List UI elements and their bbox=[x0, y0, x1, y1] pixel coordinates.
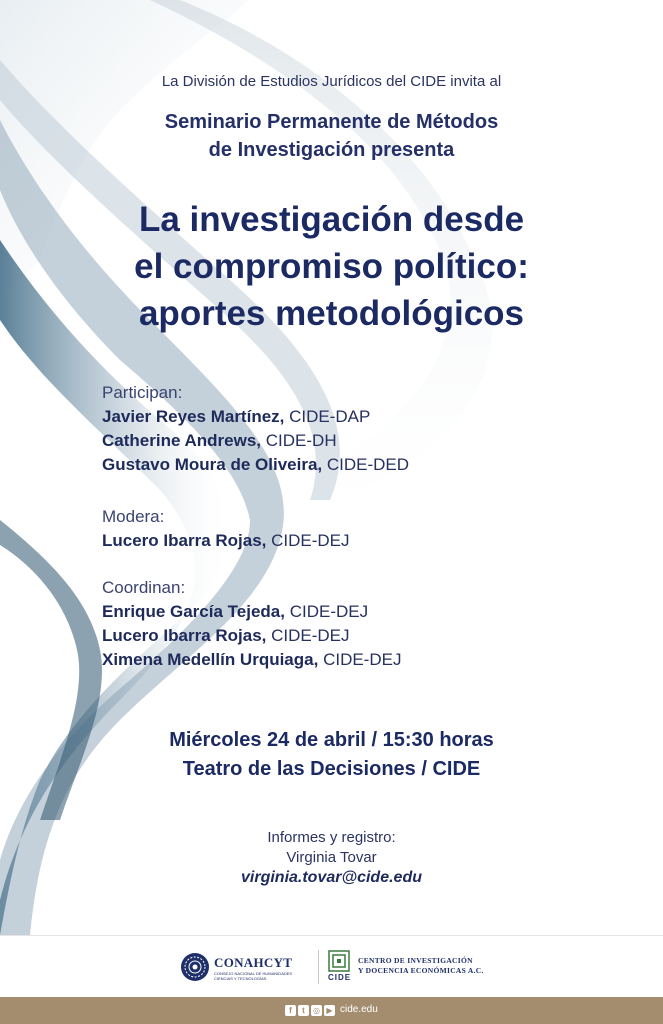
facebook-icon[interactable]: f bbox=[285, 1005, 296, 1016]
coordinator-row bbox=[102, 600, 622, 624]
moderator-row bbox=[102, 529, 622, 553]
moderator-affiliation: CIDE-DEJ bbox=[271, 531, 350, 550]
participant-row bbox=[102, 405, 622, 429]
cide-logo bbox=[328, 950, 498, 986]
logo-divider bbox=[318, 950, 319, 984]
conahcyt-seal-icon bbox=[180, 952, 210, 982]
coordinator-affiliation: CIDE-DEJ bbox=[271, 626, 350, 645]
coordinators-block bbox=[102, 576, 622, 672]
cide-acronym: CIDE bbox=[328, 973, 352, 982]
event-title-line: el compromiso político: bbox=[134, 247, 529, 286]
event-title bbox=[0, 196, 663, 337]
cide-full-name bbox=[358, 956, 484, 976]
footer-bar bbox=[0, 997, 663, 1024]
coordinator-row bbox=[102, 624, 622, 648]
conahcyt-subtitle: CONSEJO NACIONAL DE HUMANIDADES CIENCIAS Y TECNOLOGÍAS bbox=[214, 971, 293, 981]
event-date-time: Miércoles 24 de abril / 15:30 horas bbox=[169, 729, 494, 751]
participant-row bbox=[102, 453, 622, 477]
registration-contact bbox=[0, 828, 663, 888]
participant-name: Catherine Andrews, bbox=[102, 431, 262, 450]
participants-block bbox=[102, 381, 622, 477]
moderator-block bbox=[102, 505, 622, 553]
event-date-venue bbox=[0, 726, 663, 784]
participants-label: Participan: bbox=[102, 383, 183, 402]
registration-label: Informes y registro: bbox=[267, 829, 396, 846]
event-title-line: La investigación desde bbox=[138, 200, 525, 239]
conahcyt-logo bbox=[180, 952, 310, 986]
seminar-series-title bbox=[0, 108, 663, 164]
cide-emblem-icon bbox=[328, 950, 350, 972]
sponsor-logos-strip bbox=[0, 935, 663, 998]
participant-name: Javier Reyes Martínez, bbox=[102, 407, 285, 426]
participant-affiliation: CIDE-DH bbox=[265, 431, 337, 450]
participant-name: Gustavo Moura de Oliveira, bbox=[102, 455, 323, 474]
contact-email-link[interactable]: virginia.tovar@cide.edu bbox=[241, 869, 422, 886]
coordinator-name: Enrique García Tejeda, bbox=[102, 602, 285, 621]
participant-affiliation: CIDE-DED bbox=[326, 455, 410, 474]
coordinator-affiliation: CIDE-DEJ bbox=[323, 650, 402, 669]
moderator-name: Lucero Ibarra Rojas, bbox=[102, 531, 267, 550]
coordinator-name: Lucero Ibarra Rojas, bbox=[102, 626, 267, 645]
cide-name-line: Y DOCENCIA ECONÓMICAS A.C. bbox=[358, 966, 484, 975]
youtube-icon[interactable]: ▶ bbox=[324, 1005, 335, 1016]
participant-row bbox=[102, 429, 622, 453]
seminar-series-line: Seminario Permanente de Métodos bbox=[164, 111, 499, 133]
event-venue: Teatro de las Decisiones / CIDE bbox=[182, 758, 481, 780]
event-title-line: aportes metodológicos bbox=[138, 294, 525, 333]
seminar-series-line: de Investigación presenta bbox=[208, 139, 455, 161]
invitation-line: La División de Estudios Jurídicos del CIDE invita al bbox=[161, 73, 502, 90]
participant-affiliation: CIDE-DAP bbox=[289, 407, 371, 426]
conahcyt-name: CONAHCYT bbox=[214, 955, 293, 970]
twitter-icon[interactable]: t bbox=[298, 1005, 309, 1016]
coordinator-affiliation: CIDE-DEJ bbox=[289, 602, 369, 621]
cide-name-line: CENTRO DE INVESTIGACIÓN bbox=[358, 956, 473, 965]
website-link[interactable]: cide.edu bbox=[340, 1004, 378, 1015]
instagram-icon[interactable]: ◎ bbox=[311, 1005, 322, 1016]
moderator-label: Modera: bbox=[102, 507, 165, 526]
contact-name: Virginia Tovar bbox=[286, 849, 377, 866]
coordinator-name: Ximena Medellín Urquiaga, bbox=[102, 650, 319, 669]
coordinator-row bbox=[102, 648, 622, 672]
coordinators-label: Coordinan: bbox=[102, 578, 186, 597]
